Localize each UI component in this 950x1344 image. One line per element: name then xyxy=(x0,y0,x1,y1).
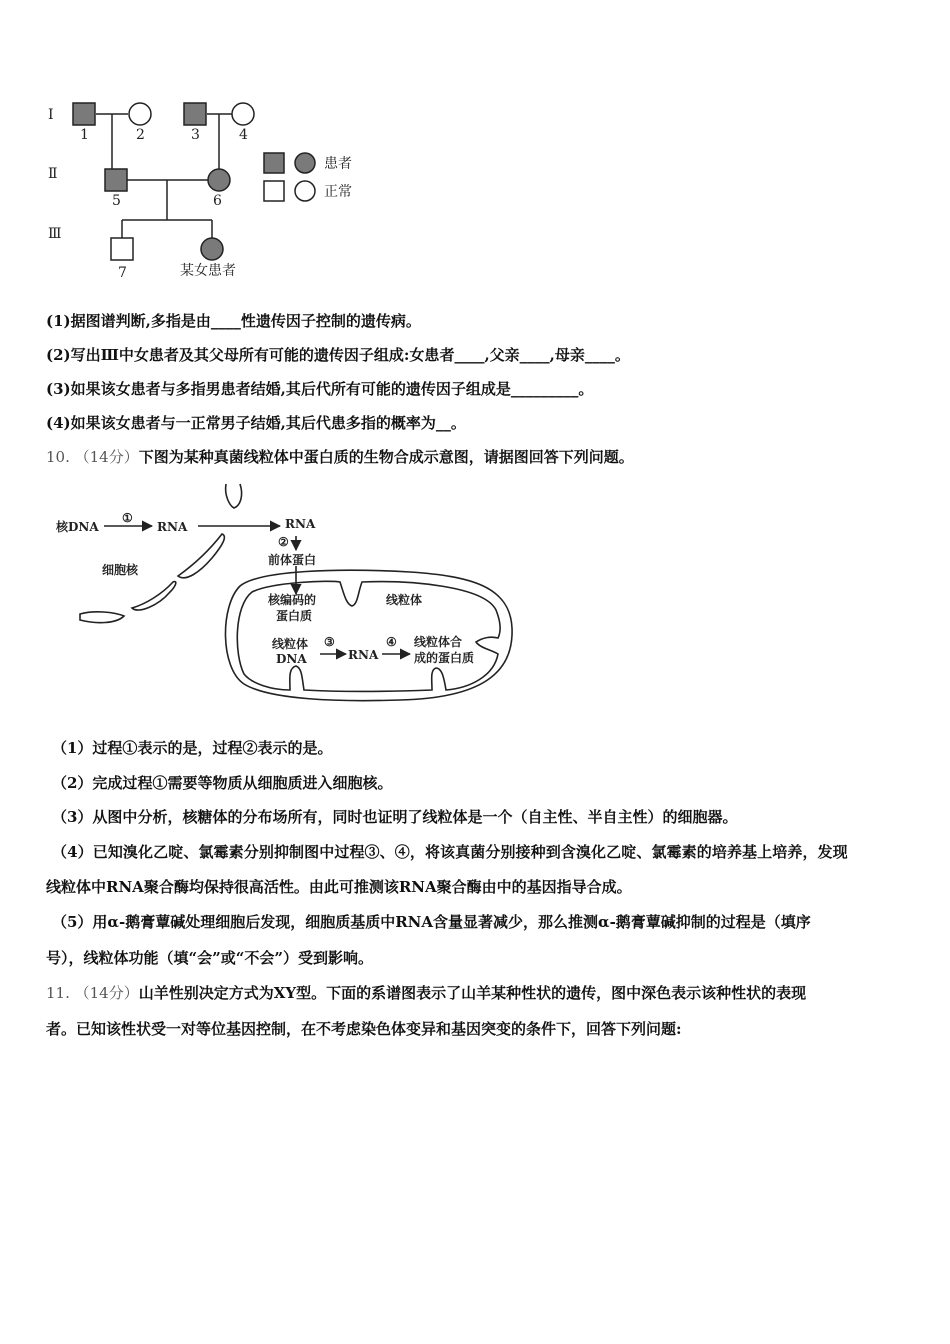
generation-label-1: Ⅰ xyxy=(48,107,54,123)
label-individual-1: 1 xyxy=(80,127,89,143)
q9-part2: (2)写出Ⅲ中女患者及其父母所有可能的遗传因子组成:女患者____,父亲____,母亲____。 xyxy=(46,346,630,364)
q10-heading xyxy=(46,447,634,467)
q11-stem-line1: 山羊性别决定方式为XY型。下面的系谱图表示了山羊某种性状的遗传，图中深色表示该种性状的表现 xyxy=(138,984,807,1002)
label-individual-6: 6 xyxy=(213,193,222,209)
q11-heading xyxy=(46,983,806,1003)
q9-part3: (3)如果该女患者与多指男患者结婚,其后代所有可能的遗传因子组成是_________。 xyxy=(46,380,594,398)
legend-normal-label: 正常 xyxy=(324,184,352,200)
label-mito-protein-1: 线粒体合 xyxy=(414,635,463,649)
legend-normal-male xyxy=(264,181,284,201)
label-individual-7: 7 xyxy=(118,265,127,281)
q10-part4-line1: （4）已知溴化乙啶、氯霉素分别抑制图中过程③、④，将该真菌分别接种到含溴化乙啶、氯霉素的培养基上培养，发现 xyxy=(52,843,848,861)
nuclear-envelope-lower xyxy=(132,582,176,610)
label-step2: ② xyxy=(278,535,289,549)
mitochondrion-outer-membrane xyxy=(225,570,512,700)
label-rna-2: RNA xyxy=(285,517,316,531)
q9-part1: (1)据图谱判断,多指是由____性遗传因子控制的遗传病。 xyxy=(46,312,421,330)
label-nuclear-dna: 核DNA xyxy=(56,520,99,534)
legend-normal-female xyxy=(295,181,315,201)
legend-affected-female xyxy=(295,153,315,173)
label-individual-5: 5 xyxy=(112,193,121,209)
individual-female-patient xyxy=(201,238,223,260)
label-step4: ④ xyxy=(386,635,397,649)
q10-part4-line2: 线粒体中RNA聚合酶均保持很高活性。由此可推测该RNA聚合酶由中的基因指导合成。 xyxy=(46,878,632,896)
q10-part5-line2: 号），线粒体功能（填“会”或“不会”）受到影响。 xyxy=(46,949,374,967)
individual-6-affected-female xyxy=(208,169,230,191)
nuclear-envelope-middle xyxy=(178,534,224,578)
q10-part3: （3）从图中分析，核糖体的分布场所有，同时也证明了线粒体是一个（自主性、半自主性）的细胞器。 xyxy=(52,808,738,826)
label-nuclear-encoded-2: 蛋白质 xyxy=(276,609,313,623)
individual-5-affected-male xyxy=(105,169,127,191)
individual-7-normal-male xyxy=(111,238,133,260)
q10-part1: （1）过程①表示的是，过程②表示的是。 xyxy=(52,739,333,757)
label-individual-4: 4 xyxy=(239,127,248,143)
label-mito-protein-2: 成的蛋白质 xyxy=(414,651,475,665)
label-female-patient: 某女患者 xyxy=(180,263,236,279)
generation-label-3: Ⅲ xyxy=(48,226,62,242)
q10-part5-line1: （5）用α-鹅膏蕈碱处理细胞后发现，细胞质基质中RNA含量显著减少，那么推测α-鹅膏蕈碱抑制的过程是（填序 xyxy=(52,913,811,931)
protein-synthesis-diagram xyxy=(40,478,530,718)
q9-part4: (4)如果该女患者与一正常男子结婚,其后代患多指的概率为__。 xyxy=(46,414,466,432)
pedigree-chart xyxy=(40,95,380,290)
label-precursor-protein: 前体蛋白 xyxy=(268,553,317,567)
generation-label-2: Ⅱ xyxy=(48,166,58,182)
label-rna-3: RNA xyxy=(348,648,379,662)
q10-number: 10. xyxy=(46,448,70,466)
label-nuclear-encoded-1: 核编码的 xyxy=(268,593,317,607)
label-mitochondrion: 线粒体 xyxy=(386,593,423,607)
legend-affected-male xyxy=(264,153,284,173)
label-rna-1: RNA xyxy=(157,520,188,534)
label-step3: ③ xyxy=(324,635,335,649)
q10-part2: （2）完成过程①需要等物质从细胞质进入细胞核。 xyxy=(52,774,393,792)
q10-stem: 下图为某种真菌线粒体中蛋白质的生物合成示意图，请据图回答下列问题。 xyxy=(138,448,634,466)
label-individual-3: 3 xyxy=(191,127,200,143)
legend-affected-label: 患者 xyxy=(324,156,352,172)
nuclear-envelope-bottom xyxy=(80,612,124,623)
label-individual-2: 2 xyxy=(136,127,145,143)
label-mito-dna-2: DNA xyxy=(276,652,307,666)
q11-score: （14分） xyxy=(74,984,139,1002)
q11-number: 11. xyxy=(46,984,70,1002)
individual-2-normal-female xyxy=(129,103,151,125)
individual-3-affected-male xyxy=(184,103,206,125)
label-mito-dna-1: 线粒体 xyxy=(272,637,309,651)
q10-score: （14分） xyxy=(74,448,139,466)
individual-1-affected-male xyxy=(73,103,95,125)
label-step1: ① xyxy=(122,511,133,525)
individual-4-normal-female xyxy=(232,103,254,125)
label-nucleus: 细胞核 xyxy=(102,563,139,577)
nuclear-envelope-top xyxy=(226,484,242,508)
q11-stem-line2: 者。已知该性状受一对等位基因控制，在不考虑染色体变异和基因突变的条件下，回答下列问题: xyxy=(46,1020,682,1038)
